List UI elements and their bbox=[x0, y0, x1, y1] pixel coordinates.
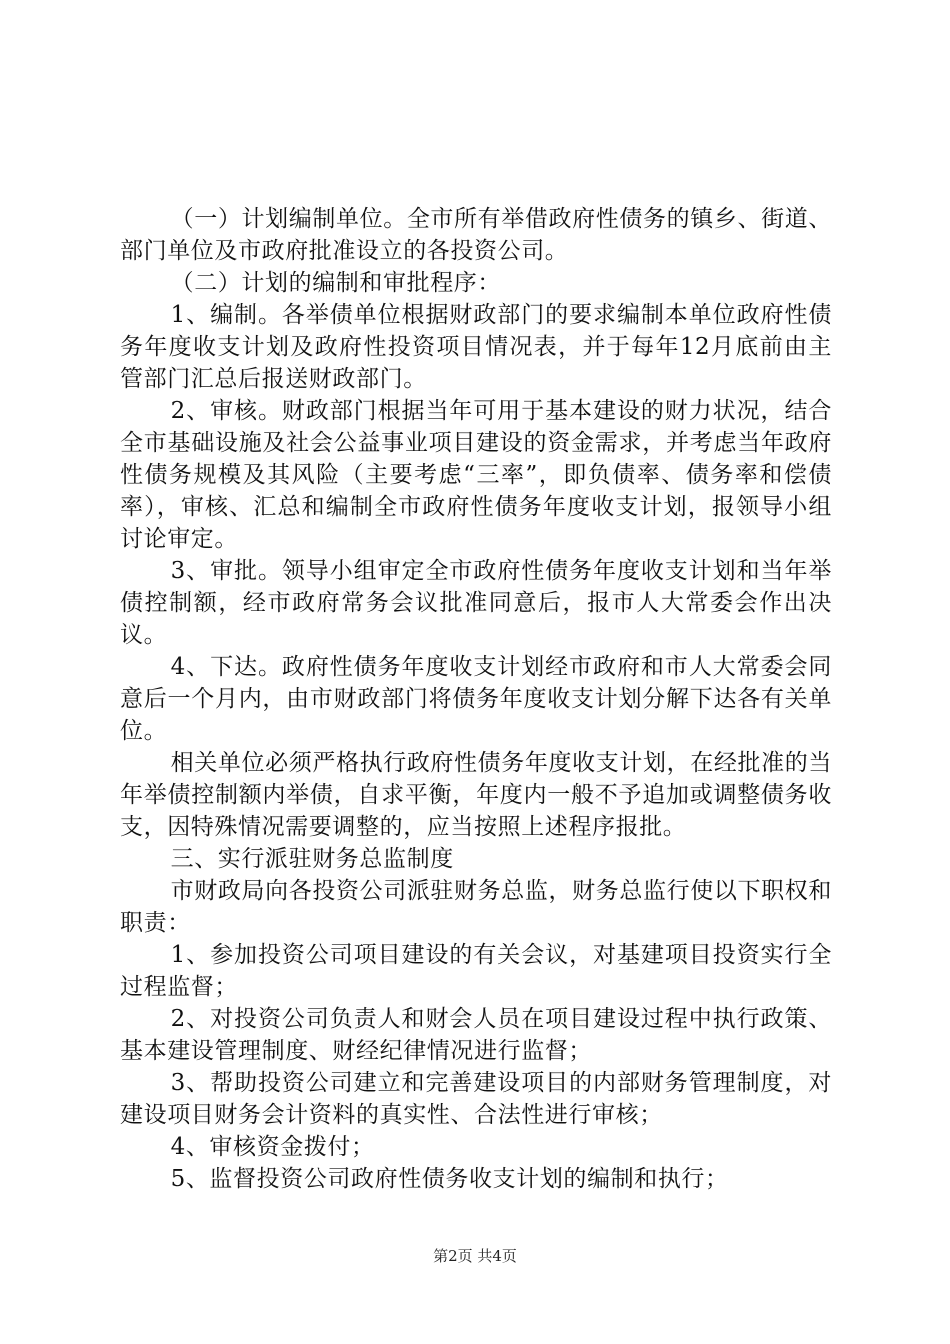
paragraph-issue: 4、下达。政府性债务年度收支计划经市政府和市人大常委会同意后一个月内，由市财政部门将债务年度收支计划分解下达各有关单位。 bbox=[120, 654, 832, 744]
heading-financial-director: 三、实行派驻财务总监制度 bbox=[170, 846, 454, 872]
duty-item-4: 4、审核资金拨付； bbox=[170, 1134, 375, 1160]
duty-item-5: 5、监督投资公司政府性债务收支计划的编制和执行； bbox=[170, 1166, 729, 1192]
paragraph-approve: 3、审批。领导小组审定全市政府性债务年度收支计划和当年举债控制额，经市政府常务会议批准同意后，报市人大常委会作出决议。 bbox=[120, 558, 832, 648]
paragraph-review: 2、审核。财政部门根据当年可用于基本建设的财力状况，结合全市基础设施及社会公益事业项目建设的资金需求，并考虑当年政府性债务规模及其风险（主要考虑“三率”，即负债率、债务率和偿债率），审核、汇总和编制全市政府性债务年度收支计划，报领导小组讨论审定。 bbox=[120, 398, 832, 552]
page-number-footer: 第2页 共4页 bbox=[433, 1247, 517, 1265]
paragraph-director-duties: 市财政局向各投资公司派驻财务总监，财务总监行使以下职权和职责： bbox=[120, 878, 832, 936]
duty-item-1: 1、参加投资公司项目建设的有关会议，对基建项目投资实行全过程监督； bbox=[120, 942, 832, 1000]
document-body bbox=[120, 203, 832, 1195]
paragraph-execution: 相关单位必须严格执行政府性债务年度收支计划，在经批准的当年举债控制额内举债，自求平衡，年度内一般不予追加或调整债务收支，因特殊情况需要调整的，应当按照上述程序报批。 bbox=[120, 750, 832, 840]
paragraph-section-one: （一）计划编制单位。全市所有举借政府性债务的镇乡、街道、部门单位及市政府批准设立的各投资公司。 bbox=[120, 206, 832, 264]
duty-item-2: 2、对投资公司负责人和财会人员在项目建设过程中执行政策、基本建设管理制度、财经纪律情况进行监督； bbox=[120, 1006, 832, 1064]
paragraph-section-two: （二）计划的编制和审批程序： bbox=[170, 270, 501, 296]
duty-item-3: 3、帮助投资公司建立和完善建设项目的内部财务管理制度，对建设项目财务会计资料的真实性、合法性进行审核； bbox=[120, 1070, 832, 1128]
paragraph-compile: 1、编制。各举债单位根据财政部门的要求编制本单位政府性债务年度收支计划及政府性投资项目情况表，并于每年12月底前由主管部门汇总后报送财政部门。 bbox=[120, 302, 832, 392]
